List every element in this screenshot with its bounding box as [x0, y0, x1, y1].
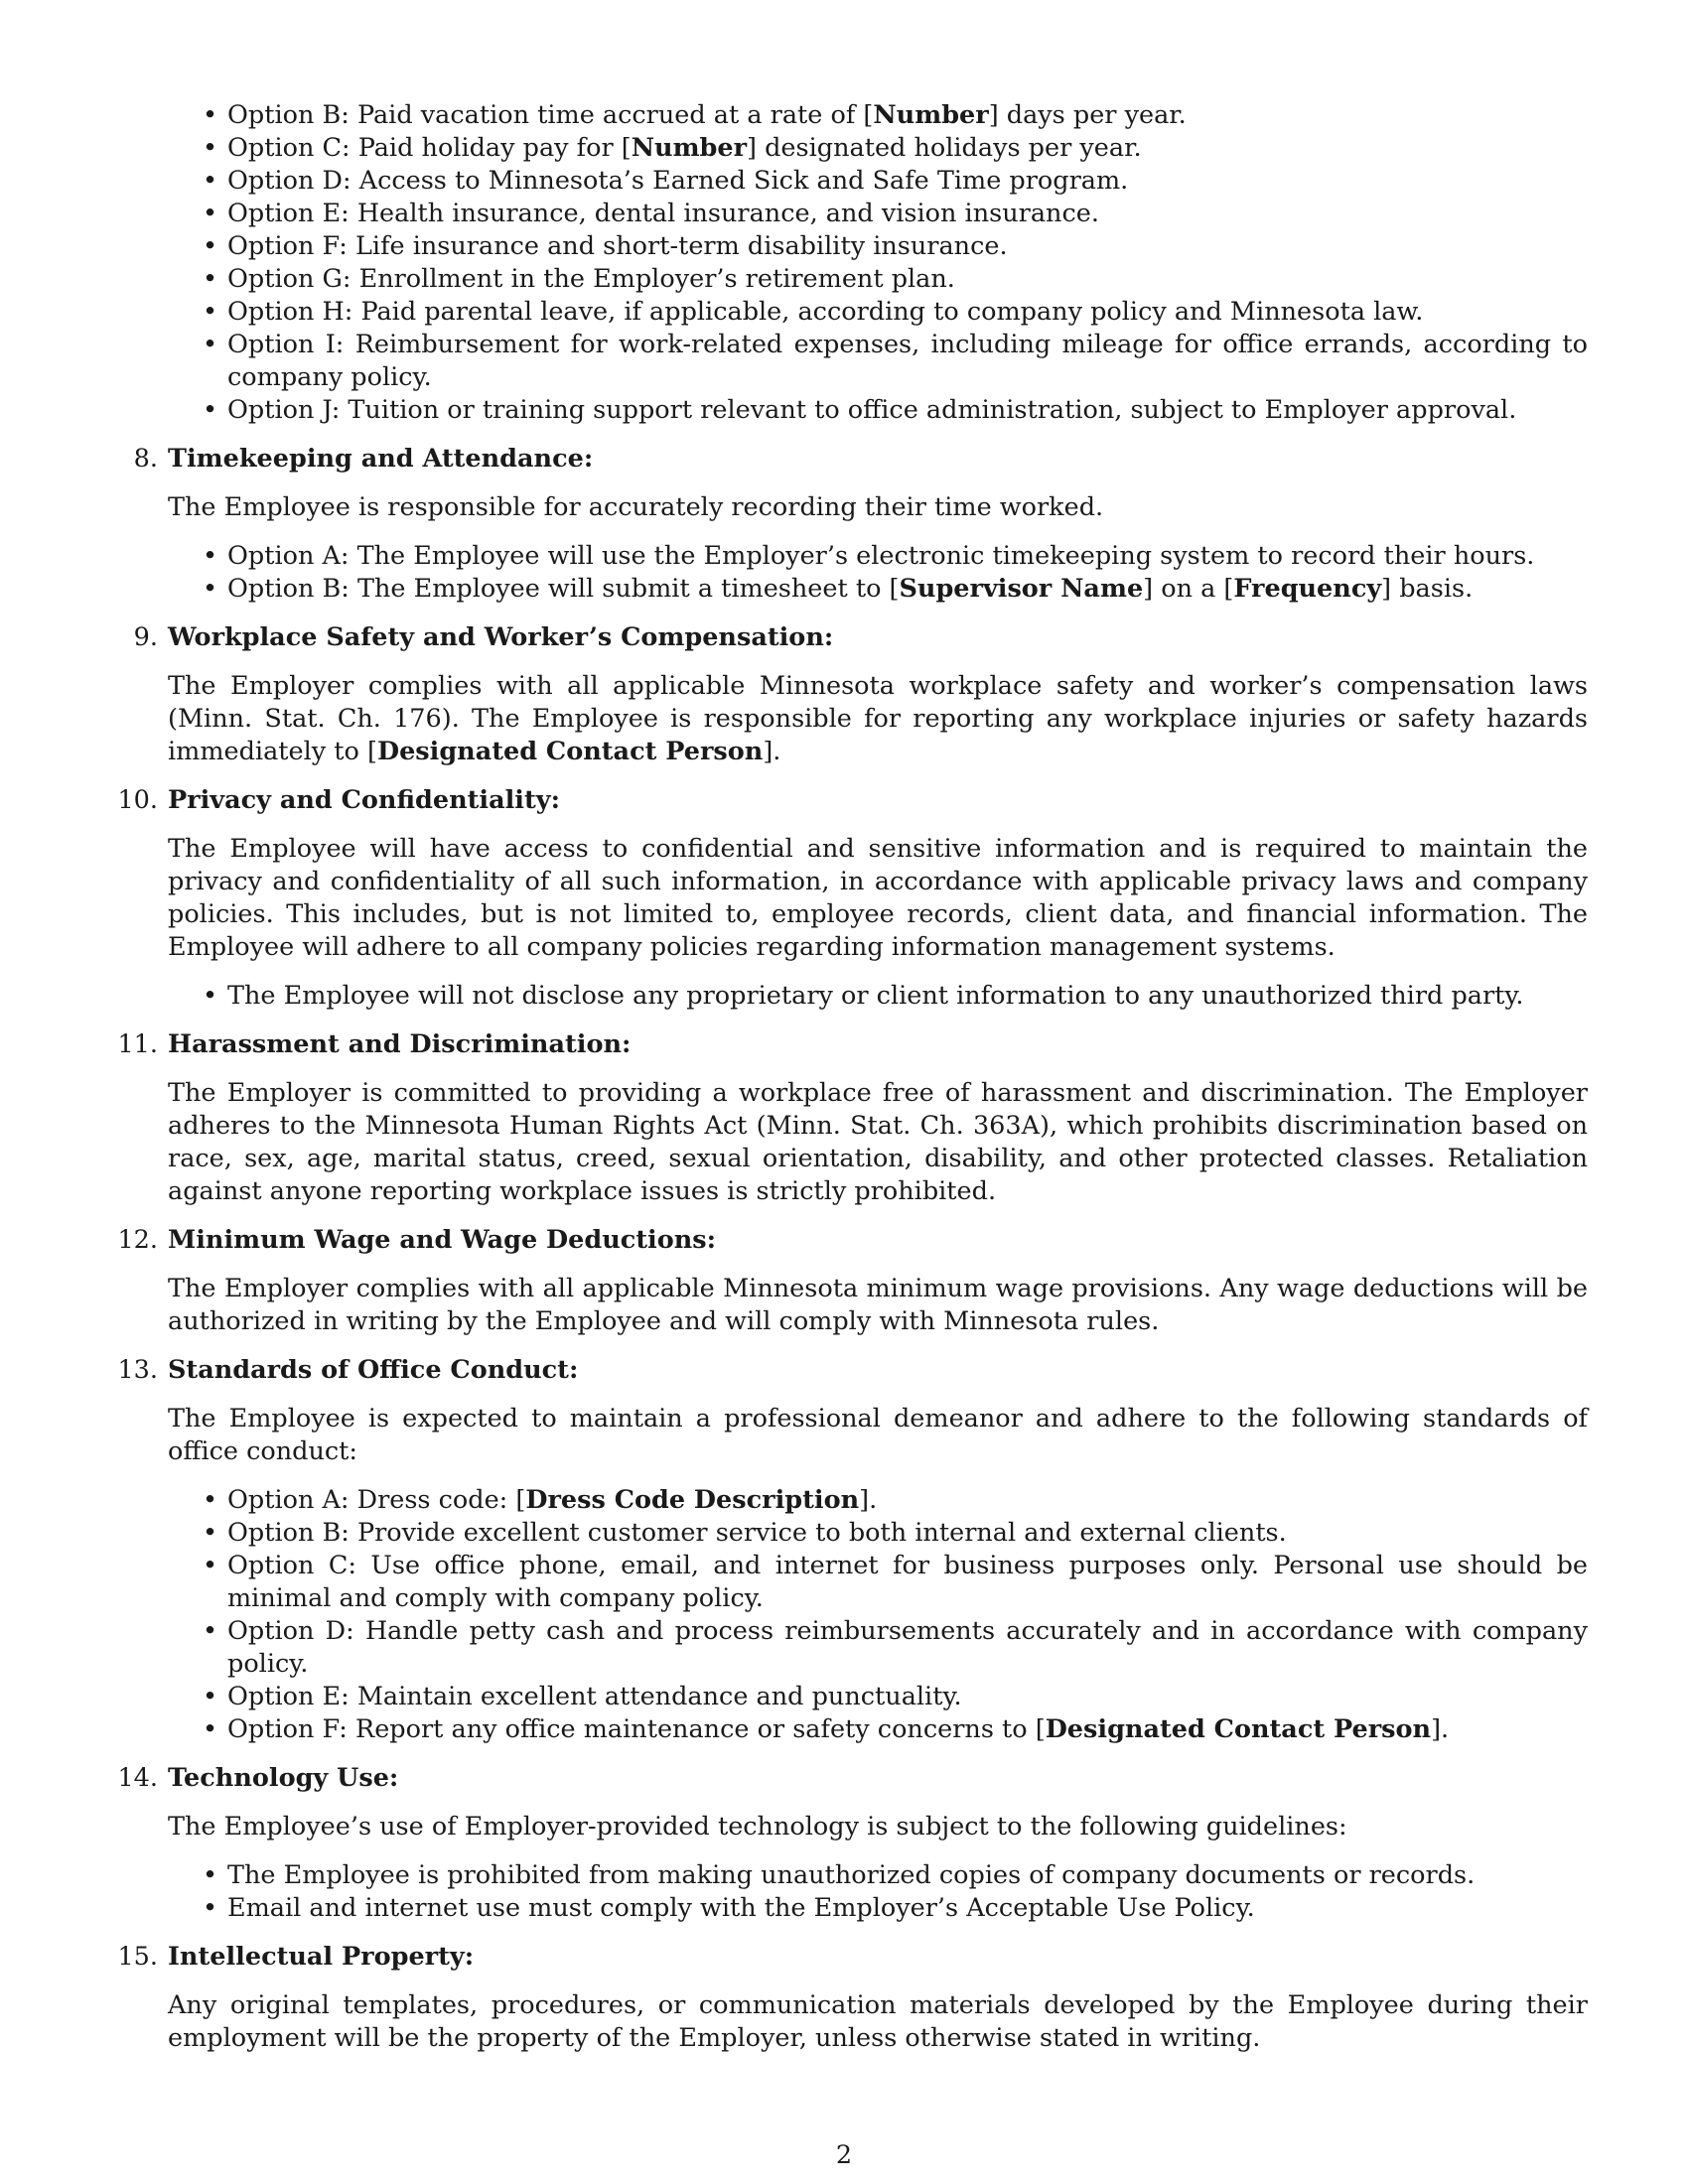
section-number: 12. — [117, 1225, 158, 1255]
conduct-options-list — [168, 1484, 1588, 1746]
list-item: • Option A: Dress code: [Dress Code Description]. — [227, 1484, 1588, 1517]
timekeeping-options-list — [168, 540, 1588, 606]
list-item: • Option C: Use office phone, email, and internet for business purposes only. Personal use should be minimal and comply with company policy. — [227, 1550, 1588, 1615]
section-heading: Workplace Safety and Worker’s Compensation: — [168, 622, 834, 652]
section-paragraph: The Employee is expected to maintain a professional demeanor and adhere to the following standards of office conduct: — [168, 1404, 1588, 1466]
list-item: • Option B: The Employee will submit a timesheet to [Supervisor Name] on a [Frequency] basis. — [227, 573, 1588, 606]
technology-list — [168, 1859, 1588, 1925]
list-item: • Option D: Handle petty cash and process reimbursements accurately and in accordance with company policy. — [227, 1615, 1588, 1681]
section-paragraph: The Employer complies with all applicable Minnesota workplace safety and worker’s compensation laws (Minn. Stat. Ch. 176). The Employee is responsible for reporting any workplace injuries or safety hazards immediately to [Designated Contact Person]. — [168, 671, 1588, 766]
section-number: 8. — [133, 444, 158, 474]
section-heading: Harassment and Discrimination: — [168, 1029, 632, 1059]
section-paragraph: The Employer complies with all applicable Minnesota minimum wage provisions. Any wage deductions will be authorized in writing by the Employee and will comply with Minnesota rules. — [168, 1274, 1588, 1336]
section-timekeeping — [133, 443, 1588, 606]
section-paragraph: The Employee will have access to confidential and sensitive information and is required to maintain the privacy and confidentiality of all such information, in accordance with applicable privacy laws and company policies. This includes, but is not limited to, employee records, client data, and financial information. The Employee will adhere to all company policies regarding information management systems. — [168, 834, 1588, 962]
list-item: • Option E: Health insurance, dental insurance, and vision insurance. — [227, 198, 1588, 230]
list-item: • Option B: Provide excellent customer service to both internal and external clients. — [227, 1517, 1588, 1550]
section-paragraph: The Employee is responsible for accurately recording their time worked. — [168, 492, 1104, 522]
list-item: • Option H: Paid parental leave, if applicable, according to company policy and Minnesota law. — [227, 296, 1588, 329]
section-technology-use — [117, 1762, 1588, 1925]
section-office-conduct — [117, 1354, 1588, 1746]
section-number: 13. — [117, 1355, 158, 1385]
section-paragraph: The Employee’s use of Employer-provided technology is subject to the following guidelines: — [168, 1812, 1347, 1842]
list-item: • Option F: Report any office maintenance or safety concerns to [Designated Contact Person]. — [227, 1713, 1588, 1746]
section-heading: Privacy and Confidentiality: — [168, 785, 560, 815]
list-item: • Option J: Tuition or training support relevant to office administration, subject to Employer approval. — [227, 394, 1588, 427]
section-number: 14. — [117, 1763, 158, 1793]
section-number: 15. — [117, 1942, 158, 1972]
section-number: 10. — [117, 785, 158, 815]
list-item: • Option G: Enrollment in the Employer’s retirement plan. — [227, 263, 1588, 296]
list-item: • Option C: Paid holiday pay for [Number] designated holidays per year. — [227, 132, 1588, 165]
list-item: • Option D: Access to Minnesota’s Earned Sick and Safe Time program. — [227, 165, 1588, 198]
benefits-options-list — [168, 99, 1588, 427]
list-item: • Option A: The Employee will use the Employer’s electronic timekeeping system to record their hours. — [227, 540, 1588, 573]
section-heading: Standards of Office Conduct: — [168, 1355, 579, 1385]
section-heading: Timekeeping and Attendance: — [168, 444, 594, 474]
section-paragraph: Any original templates, procedures, or communication materials developed by the Employee during their employment will be the property of the Employer, unless otherwise stated in writing. — [168, 1990, 1588, 2053]
list-item: • Option I: Reimbursement for work-related expenses, including mileage for office errands, according to company policy. — [227, 329, 1588, 394]
privacy-list — [168, 980, 1588, 1013]
section-workplace-safety — [133, 621, 1588, 768]
list-item: • Option E: Maintain excellent attendance and punctuality. — [227, 1681, 1588, 1713]
list-item: • Option B: Paid vacation time accrued at a rate of [Number] days per year. — [227, 99, 1588, 132]
page-number: 2 — [835, 2140, 853, 2170]
list-item: • The Employee will not disclose any proprietary or client information to any unauthorized third party. — [227, 980, 1588, 1013]
section-heading: Intellectual Property: — [168, 1942, 475, 1972]
section-minimum-wage — [117, 1224, 1588, 1338]
section-paragraph: The Employer is committed to providing a workplace free of harassment and discrimination. The Employer adheres to the Minnesota Human Rights Act (Minn. Stat. Ch. 363A), which prohibits discrimination based on race, sex, age, marital status, creed, sexual orientation, disability, and other protected classes. Retaliation against anyone reporting workplace issues is strictly prohibited. — [168, 1078, 1588, 1206]
section-heading: Minimum Wage and Wage Deductions: — [168, 1225, 717, 1255]
section-number: 9. — [133, 622, 158, 652]
list-item: • Email and internet use must comply with the Employer’s Acceptable Use Policy. — [227, 1892, 1588, 1925]
document-body — [117, 99, 1588, 2055]
section-intellectual-property — [117, 1941, 1588, 2055]
section-harassment — [117, 1028, 1588, 1208]
list-item: • Option F: Life insurance and short-term disability insurance. — [227, 230, 1588, 263]
list-item: • The Employee is prohibited from making unauthorized copies of company documents or records. — [227, 1859, 1588, 1892]
section-privacy — [117, 784, 1588, 1013]
section-number: 11. — [117, 1029, 158, 1059]
section-heading: Technology Use: — [168, 1763, 399, 1793]
